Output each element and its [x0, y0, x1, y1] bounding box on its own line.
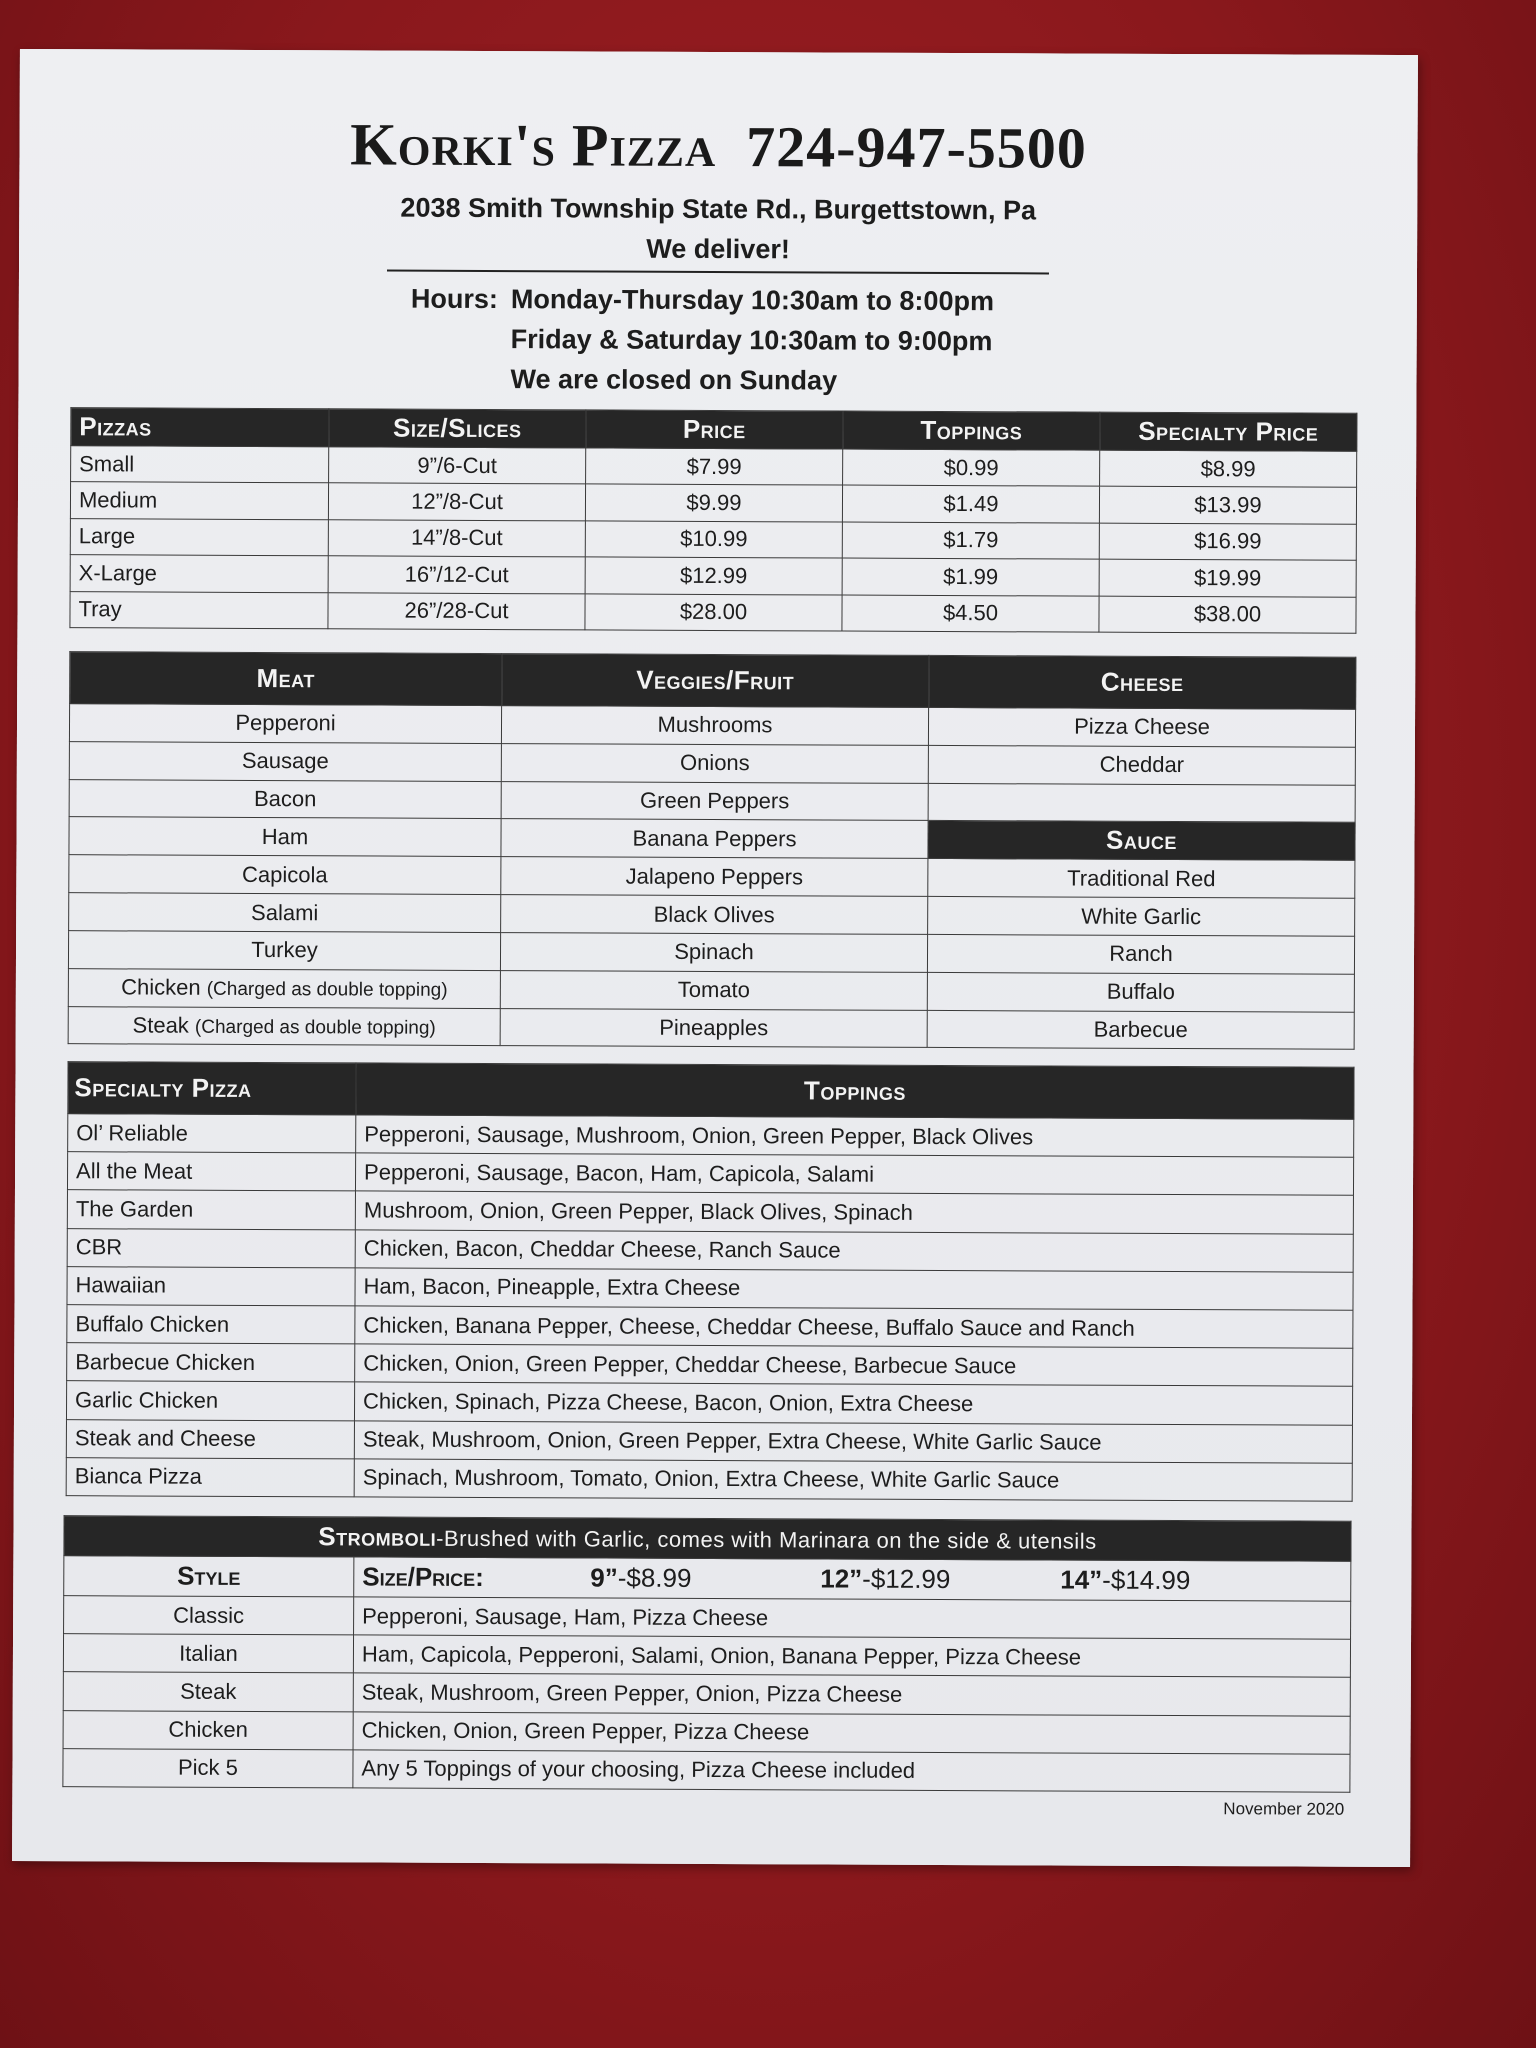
table-row	[68, 1114, 1354, 1158]
topping-price: $1.99	[842, 558, 1099, 596]
stromboli-size-row	[64, 1556, 1351, 1602]
table-row	[69, 779, 1355, 822]
price: $28.00	[585, 593, 842, 631]
topping-price: $0.99	[843, 449, 1100, 487]
stromboli-style: Pick 5	[63, 1748, 353, 1787]
meat-item: Ham	[69, 817, 501, 857]
column-header: Toppings	[356, 1063, 1354, 1119]
table-row	[64, 1596, 1351, 1640]
column-header: Specialty Price	[1100, 412, 1357, 451]
stromboli-style: Chicken	[63, 1710, 353, 1749]
table-row	[68, 1006, 1354, 1049]
veggie-item: Jalapeno Peppers	[501, 857, 928, 897]
style-label: Style	[64, 1556, 354, 1597]
size-slices: 9”/6-Cut	[329, 447, 586, 485]
meat-item: Salami	[69, 893, 501, 933]
sauce-item: White Garlic	[928, 897, 1355, 937]
column-header: Size/Slices	[329, 409, 586, 448]
veggie-item: Onions	[501, 743, 928, 783]
veggie-item: Tomato	[500, 970, 927, 1010]
delivery-note: We deliver!	[646, 233, 790, 265]
table-row	[69, 893, 1355, 936]
specialty-price: $19.99	[1099, 559, 1356, 597]
table-row	[69, 817, 1355, 861]
hours-line: Monday-Thursday 10:30am to 8:00pm	[510, 284, 995, 317]
divider	[387, 270, 1049, 275]
toppings-table	[68, 651, 1357, 1050]
table-header-row	[68, 1062, 1354, 1120]
specialty-toppings: Chicken, Spinach, Pizza Cheese, Bacon, Onion, Extra Cheese	[354, 1382, 1352, 1425]
specialty-name: CBR	[67, 1228, 355, 1267]
stromboli-title: Stromboli	[318, 1521, 437, 1552]
pizza-size-name: Large	[70, 518, 328, 556]
size-slices: 14”/8-Cut	[328, 520, 585, 558]
cheese-item: Cheddar	[928, 745, 1355, 785]
empty-cell	[928, 783, 1355, 823]
column-header: Price	[586, 410, 843, 449]
stromboli-ingredients: Ham, Capicola, Pepperoni, Salami, Onion, Banana Pepper, Pizza Cheese	[353, 1635, 1350, 1678]
price: $10.99	[585, 521, 842, 559]
veggie-item: Black Olives	[501, 895, 928, 935]
price: $9.99	[585, 484, 842, 522]
table-header-row	[70, 652, 1356, 710]
size-slices: 12”/8-Cut	[328, 483, 585, 521]
size-value: 12”	[820, 1563, 863, 1594]
meat-header: Meat	[70, 652, 502, 706]
specialty-toppings: Pepperoni, Sausage, Bacon, Ham, Capicola, Salami	[355, 1153, 1353, 1196]
hours-line: We are closed on Sunday	[510, 364, 838, 396]
meat-name: Steak	[132, 1012, 189, 1038]
topping-price: $1.49	[842, 485, 1099, 523]
specialty-name: Garlic Chicken	[66, 1381, 354, 1420]
stromboli-ingredients: Steak, Mushroom, Green Pepper, Onion, Pizza Cheese	[353, 1673, 1350, 1716]
hours-block	[410, 279, 994, 402]
price: $12.99	[585, 557, 842, 595]
stromboli-table	[62, 1515, 1351, 1793]
specialty-price: $16.99	[1099, 523, 1356, 561]
table-row	[67, 1152, 1353, 1196]
column-header: Toppings	[843, 411, 1100, 450]
stromboli-style: Italian	[63, 1634, 353, 1673]
meat-item: Pepperoni	[69, 704, 501, 744]
meat-item: Bacon	[69, 779, 501, 819]
cheese-header: Cheese	[929, 655, 1356, 709]
specialty-price: $8.99	[1100, 450, 1357, 488]
size-price: -$14.99	[1102, 1564, 1191, 1596]
table-row	[67, 1228, 1353, 1272]
size-option	[820, 1563, 1060, 1595]
meat-item: Turkey	[68, 931, 500, 971]
table-row	[69, 704, 1355, 747]
specialty-name: Bianca Pizza	[66, 1457, 354, 1496]
phone-number: 724-947-5500	[746, 114, 1088, 181]
table-row	[67, 1343, 1353, 1387]
specialty-price: $38.00	[1099, 596, 1356, 634]
table-row	[70, 482, 1356, 524]
size-price: -$8.99	[617, 1562, 692, 1593]
address: 2038 Smith Township State Rd., Burgettstown, Pa	[400, 192, 1037, 226]
specialty-toppings: Steak, Mushroom, Onion, Green Pepper, Extra Cheese, White Garlic Sauce	[354, 1420, 1352, 1463]
specialty-toppings: Ham, Bacon, Pineapple, Extra Cheese	[355, 1268, 1353, 1311]
pizza-price-table	[69, 407, 1357, 634]
hours-line: Friday & Saturday 10:30am to 9:00pm	[510, 324, 993, 357]
table-row	[68, 968, 1354, 1011]
table-row	[67, 1305, 1353, 1349]
table-row	[70, 555, 1356, 597]
size-slices: 26”/28-Cut	[328, 592, 585, 630]
pizza-size-name: Tray	[70, 591, 328, 629]
meat-item: Capicola	[69, 855, 501, 895]
veggie-item: Spinach	[500, 933, 927, 973]
stromboli-ingredients: Pepperoni, Sausage, Ham, Pizza Cheese	[354, 1597, 1351, 1640]
stromboli-header	[64, 1516, 1351, 1562]
sauce-header: Sauce	[928, 821, 1355, 861]
pizza-size-name: Medium	[70, 482, 328, 520]
meat-name: Chicken	[121, 974, 201, 1000]
veggie-item: Mushrooms	[501, 706, 928, 746]
specialty-name: Hawaiian	[67, 1266, 355, 1305]
column-header: Pizzas	[71, 408, 329, 447]
sauce-item: Traditional Red	[928, 859, 1355, 899]
size-option	[1060, 1565, 1190, 1597]
stromboli-ingredients: Chicken, Onion, Green Pepper, Pizza Cheese	[353, 1711, 1350, 1754]
specialty-toppings: Pepperoni, Sausage, Mushroom, Onion, Green Pepper, Black Olives	[356, 1115, 1354, 1158]
hours-label: Hours:	[410, 283, 498, 315]
table-row	[66, 1381, 1352, 1425]
size-price: -$12.99	[862, 1563, 951, 1595]
specialty-name: All the Meat	[67, 1152, 355, 1191]
pizza-size-name: Small	[71, 446, 329, 484]
table-row	[71, 446, 1357, 488]
specialty-toppings: Mushroom, Onion, Green Pepper, Black Olives, Spinach	[355, 1191, 1353, 1234]
stromboli-style: Classic	[64, 1596, 354, 1635]
veggies-header: Veggies/Fruit	[502, 654, 929, 708]
specialty-toppings: Chicken, Onion, Green Pepper, Cheddar Cheese, Barbecue Sauce	[355, 1344, 1353, 1387]
table-row	[68, 931, 1354, 974]
table-row	[63, 1672, 1350, 1716]
specialty-name: Ol’ Reliable	[68, 1114, 356, 1153]
table-row	[63, 1710, 1350, 1754]
table-row	[66, 1419, 1352, 1463]
specialty-toppings: Chicken, Banana Pepper, Cheese, Cheddar Cheese, Buffalo Sauce and Ranch	[355, 1306, 1353, 1349]
table-row	[63, 1634, 1350, 1678]
size-option	[590, 1562, 820, 1594]
meat-item: Sausage	[69, 741, 501, 781]
size-value: 14”	[1060, 1564, 1103, 1595]
sauce-item: Barbecue	[927, 1010, 1354, 1050]
column-header: Specialty Pizza	[68, 1062, 356, 1115]
sauce-item: Ranch	[927, 934, 1354, 974]
specialty-toppings: Chicken, Bacon, Cheddar Cheese, Ranch Sauce	[355, 1229, 1353, 1272]
stromboli-band-row	[64, 1516, 1351, 1562]
table-row	[66, 1457, 1352, 1501]
table-row	[63, 1748, 1350, 1792]
meat-note: (Charged as double topping)	[194, 1016, 436, 1039]
stromboli-ingredients: Any 5 Toppings of your choosing, Pizza Cheese included	[353, 1750, 1350, 1793]
veggie-item: Green Peppers	[501, 781, 928, 821]
restaurant-name: Korki's Pizza	[350, 111, 717, 179]
cheese-item: Pizza Cheese	[928, 707, 1355, 747]
size-slices: 16”/12-Cut	[328, 556, 585, 594]
specialty-toppings: Spinach, Mushroom, Tomato, Onion, Extra Cheese, White Garlic Sauce	[354, 1459, 1352, 1502]
table-header-row	[71, 408, 1357, 452]
meat-note: (Charged as double topping)	[206, 978, 448, 1002]
pizza-size-name: X-Large	[70, 555, 328, 593]
table-row	[70, 518, 1356, 560]
table-row	[70, 591, 1356, 633]
topping-price: $1.79	[842, 522, 1099, 560]
size-value: 9”	[590, 1562, 618, 1593]
specialty-pizza-table	[66, 1061, 1355, 1501]
menu-sheet	[12, 49, 1418, 1867]
table-row	[69, 741, 1355, 784]
specialty-name: Buffalo Chicken	[67, 1305, 355, 1344]
meat-item	[68, 1006, 500, 1046]
topping-price: $4.50	[842, 595, 1099, 633]
menu-date: November 2020	[1223, 1799, 1345, 1819]
stromboli-style: Steak	[63, 1672, 353, 1711]
sauce-item: Buffalo	[927, 972, 1354, 1012]
size-price-cell	[354, 1557, 1351, 1601]
table-row	[67, 1266, 1353, 1310]
specialty-name: The Garden	[67, 1190, 355, 1229]
specialty-name: Barbecue Chicken	[67, 1343, 355, 1382]
table-row	[67, 1190, 1353, 1234]
size-price-label: Size/Price:	[362, 1561, 484, 1592]
specialty-price: $13.99	[1099, 487, 1356, 525]
menu-title	[19, 109, 1417, 184]
veggie-item: Pineapples	[500, 1008, 927, 1048]
specialty-name: Steak and Cheese	[66, 1419, 354, 1458]
table-row	[69, 855, 1355, 898]
price: $7.99	[586, 448, 843, 486]
meat-item	[68, 968, 500, 1008]
stromboli-subtitle: -Brushed with Garlic, comes with Marinara on the side & utensils	[436, 1525, 1097, 1554]
veggie-item: Banana Peppers	[501, 819, 928, 859]
